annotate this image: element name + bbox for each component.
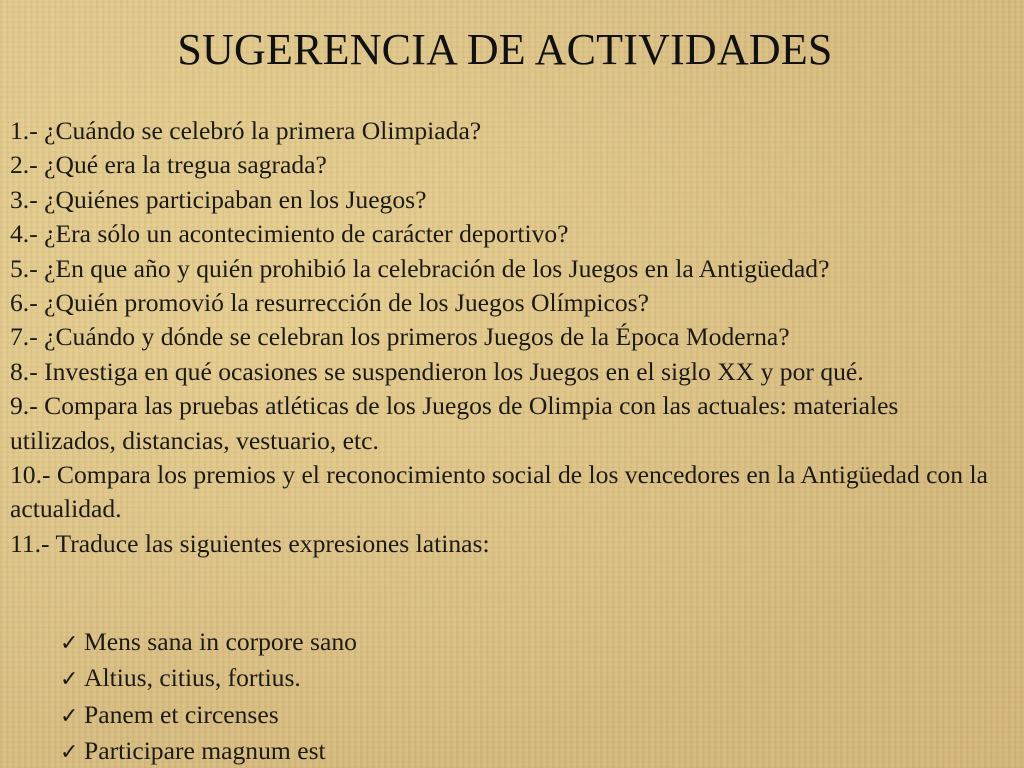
activity-item-6: 6.- ¿Quién promovió la resurrección de los Juegos Olímpicos? [10, 288, 649, 318]
activity-item-2: 2.- ¿Qué era la tregua sagrada? [10, 150, 327, 180]
latin-expression-item [60, 625, 357, 661]
latin-expression-item [60, 734, 357, 768]
latin-expression-item [60, 698, 357, 734]
activity-item-8: 8.- Investiga en qué ocasiones se suspendieron los Juegos en el siglo XX y por qué. [10, 356, 864, 386]
checkmark-icon: ✓ [60, 703, 79, 729]
checkmark-icon: ✓ [60, 631, 79, 656]
activity-item-5: 5.- ¿En que año y quién prohibió la celebración de los Juegos en la Antigüedad? [10, 253, 830, 283]
activity-item-9: 9.- Compara las pruebas atléticas de los Juegos de Olimpia con las actuales: materiales utilizados, distancias, vestuario, etc. [10, 391, 899, 455]
latin-expression-text: Altius, citius, fortius. [84, 663, 301, 693]
activity-item-11: 11.- Traduce las siguientes expresiones latinas: [10, 528, 490, 558]
checkmark-icon: ✓ [60, 740, 79, 766]
activity-list [10, 114, 1010, 561]
latin-expression-text: Panem et circenses [84, 699, 279, 729]
activity-item-4: 4.- ¿Era sólo un acontecimiento de carácter deportivo? [10, 219, 569, 249]
latin-expression-text: Participare magnum est [84, 736, 326, 766]
slide-title: SUGERENCIA DE ACTIVIDADES [177, 25, 833, 74]
activity-item-3: 3.- ¿Quiénes participaban en los Juegos? [10, 184, 427, 214]
activity-item-1: 1.- ¿Cuándo se celebró la primera Olimpiada? [10, 116, 482, 145]
activity-item-7: 7.- ¿Cuándo y dónde se celebran los primeros Juegos de la Época Moderna? [10, 322, 790, 352]
activity-item-10: 10.- Compara los premios y el reconocimiento social de los vencedores en la Antigüedad con la actualidad. [10, 460, 988, 524]
latin-expression-item [60, 661, 357, 697]
latin-expression-text: Mens sana in corpore sano [84, 627, 357, 656]
latin-expressions-list [60, 625, 357, 768]
checkmark-icon: ✓ [60, 667, 79, 693]
